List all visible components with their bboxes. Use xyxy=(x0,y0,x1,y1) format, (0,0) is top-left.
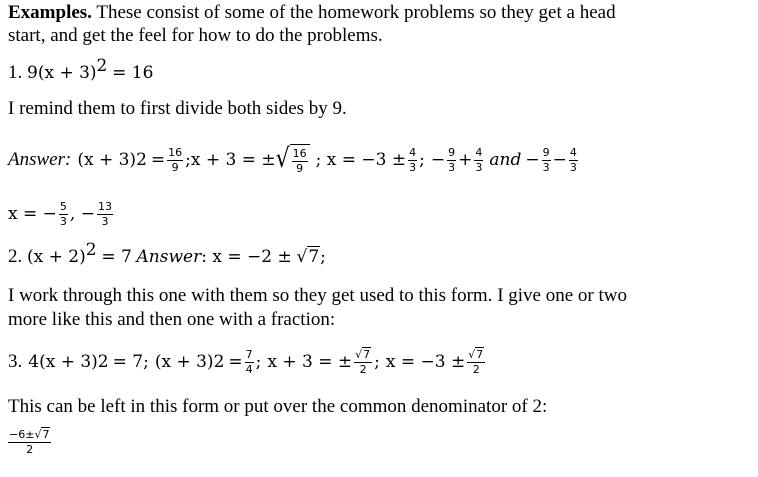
fraction-7-4 xyxy=(245,348,254,377)
problem-3-eq-f: x + 3 = ± xyxy=(267,352,353,372)
fraction-denominator: 2 xyxy=(26,443,34,456)
fraction-numerator: 13 xyxy=(97,199,112,213)
problem-1-number: 1. xyxy=(8,62,23,83)
closing-text: This can be left in this form or put over the common denominator of 2: xyxy=(8,396,548,417)
problem-1-and: and xyxy=(489,150,522,170)
paragraph-line-1 xyxy=(8,285,627,307)
paragraph-line-2 xyxy=(8,309,335,331)
fraction-numerator: 9 xyxy=(542,145,550,159)
fraction-sqrt7-2-b xyxy=(467,348,485,377)
fraction-numerator: 4 xyxy=(569,145,577,159)
problem-1-minus-c: − xyxy=(552,150,567,170)
intro-text-2: start, and get the feel for how to do the problems. xyxy=(8,25,383,46)
fraction-numerator: 9 xyxy=(448,145,456,159)
problem-2-answer-end: ; xyxy=(320,247,326,267)
problem-1-note xyxy=(8,98,347,120)
problem-2-number: 2. xyxy=(8,246,23,267)
problem-1-exp: 2 xyxy=(96,56,108,76)
radicand: 7 xyxy=(476,347,484,361)
fraction-denominator: 2 xyxy=(472,362,480,376)
problem-1-minus: − xyxy=(430,150,446,170)
problem-2 xyxy=(8,240,326,268)
fraction-denominator: 3 xyxy=(448,160,456,174)
problem-1-eq-b: = 16 xyxy=(112,63,154,83)
radical-icon: √ xyxy=(296,247,308,267)
radical-icon: √ xyxy=(468,347,476,361)
problem-1-plus: + xyxy=(458,150,473,170)
problem-1-equation xyxy=(8,56,154,84)
fraction-denominator: 3 xyxy=(409,160,417,174)
problem-3-eq-d: = xyxy=(228,352,243,372)
intro-text-1: These consist of some of the homework problems so they get a head xyxy=(96,2,616,23)
radical-icon: √ xyxy=(355,347,363,361)
problem-3-eq-g: ; xyxy=(374,352,380,372)
radicand: 7 xyxy=(42,428,50,441)
problem-1-step-2: ;x + 3 = ± xyxy=(185,150,276,170)
fraction-13-3 xyxy=(97,200,113,229)
problem-3-eq-e: ; xyxy=(255,352,262,372)
fraction-denominator: 3 xyxy=(475,160,483,174)
fraction-final xyxy=(8,428,51,457)
problem-3-eq-h: x = −3 ± xyxy=(385,352,466,372)
fraction-numerator: 7 xyxy=(245,347,253,361)
problem-2-answer-a: : x = −2 ± xyxy=(201,247,292,267)
radicand: 7 xyxy=(363,347,371,361)
fraction-numerator xyxy=(8,428,51,443)
problem-3-eq-c: (x + 3) xyxy=(154,352,214,372)
fraction-9-3-a xyxy=(447,146,456,175)
problem-1-sep: ; xyxy=(419,150,425,170)
paragraph-text-1: I work through this one with them so they get used to this form. I give one or two xyxy=(8,285,627,306)
examples-heading: Examples. xyxy=(8,2,92,23)
fraction-numerator: 4 xyxy=(409,145,417,159)
radical-icon: √ xyxy=(275,144,290,175)
problem-1-comma: , − xyxy=(69,204,95,224)
problem-1-final xyxy=(8,196,115,232)
fraction-numerator: 16 xyxy=(168,145,183,159)
numerator-prefix: −6± xyxy=(9,428,35,441)
problem-3-number: 3. xyxy=(8,351,23,372)
problem-2-exp: 2 xyxy=(85,240,97,260)
fraction-numerator: 16 xyxy=(292,147,307,160)
problem-2-radicand: 7 xyxy=(308,247,320,267)
closing-line xyxy=(8,396,547,418)
problem-1-note-text: I remind them to first divide both sides by 9. xyxy=(8,98,347,119)
fraction-denominator: 3 xyxy=(59,214,67,228)
fraction-sqrt7-2-a xyxy=(354,348,372,377)
fraction-denominator: 3 xyxy=(542,160,550,174)
problem-2-eq-b: = 7 xyxy=(101,247,132,267)
problem-1-step-1: (x + 3) xyxy=(77,150,137,170)
fraction-denominator: 9 xyxy=(171,160,179,174)
closing-fraction-line xyxy=(8,428,51,457)
fraction-4-3-c xyxy=(569,146,578,175)
fraction-16-9 xyxy=(167,146,183,175)
intro-line-2 xyxy=(8,25,383,47)
problem-1-step-3: ; x = −3 ± xyxy=(315,150,407,170)
fraction-denominator: 9 xyxy=(296,162,304,175)
problem-1-answer: Answer: (x + 3) 2 = $\frac{16}{9}$ ;x + 3 = ± √ $\frac{16}{9}$ ; x = −3 ± $\frac{4}{3}$ ; − $\frac{9}{3}$ + $\frac{4}{3}$ and − $\frac{9}{3}$ − $\frac{4}{3}$ xyxy=(8,142,580,178)
fraction-numerator xyxy=(354,348,372,363)
problem-3: 3. 4(x + 3) 2 = 7; (x + 3) 2 = $\frac{7}{4}$ ; x + 3 = ± $\frac{√7}{2}$ ; x = −3 ± $\frac{√7}{2}$ xyxy=(8,347,484,376)
intro-line-1 xyxy=(8,2,616,24)
fraction-denominator: 3 xyxy=(569,160,577,174)
fraction-4-3 xyxy=(408,146,417,175)
sqrt-16-9 xyxy=(276,144,310,176)
problem-1-eq-a: 9(x + 3) xyxy=(27,63,97,83)
paragraph-text-2: more like this and then one with a fraction: xyxy=(8,309,336,330)
problem-3-eq-b: = 7; xyxy=(112,352,149,372)
fraction-denominator: 3 xyxy=(101,214,109,228)
fraction-5-3 xyxy=(59,200,68,229)
fraction-numerator: 5 xyxy=(59,199,67,213)
fraction-4-3-b xyxy=(474,146,483,175)
radical-icon: √ xyxy=(34,428,42,441)
problem-1-eq-sign: = xyxy=(150,150,166,170)
fraction-9-3-b xyxy=(542,146,551,175)
problem-1-minus-b: − xyxy=(525,150,540,170)
fraction-numerator xyxy=(467,348,485,363)
fraction-16-9-radicand xyxy=(292,147,308,176)
problem-2-answer-label: Answer xyxy=(136,247,202,267)
problem-1-answer-label: Answer: xyxy=(8,149,72,170)
fraction-numerator: 4 xyxy=(475,145,483,159)
problem-2-eq-a: (x + 2) xyxy=(27,247,86,267)
problem-3-eq-a: 4(x + 3) xyxy=(28,352,98,372)
problem-1-final-x: x = − xyxy=(8,204,57,224)
fraction-denominator: 4 xyxy=(245,362,253,376)
fraction-denominator: 2 xyxy=(359,362,367,376)
